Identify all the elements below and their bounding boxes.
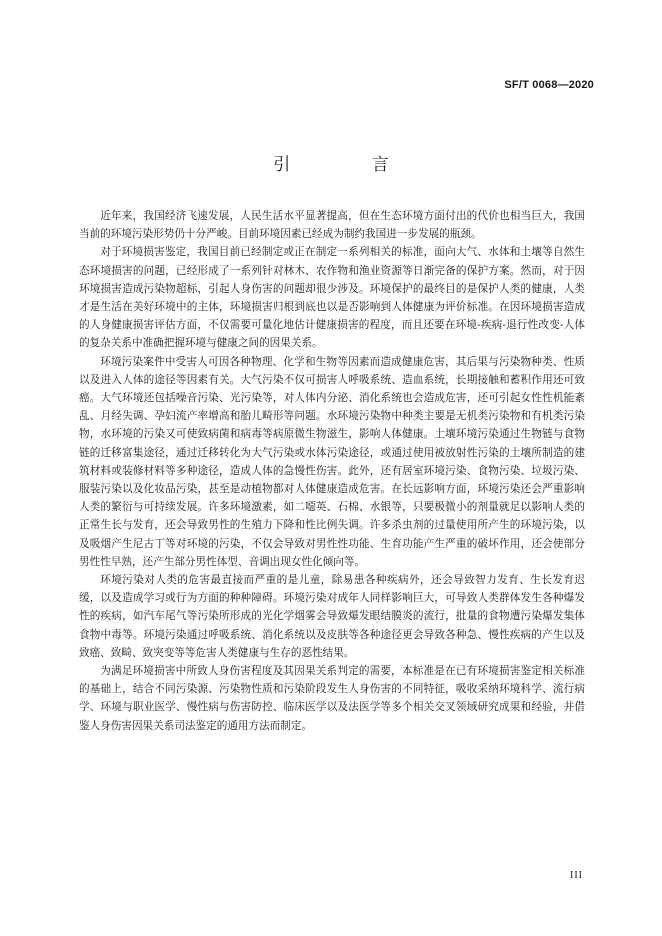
page-number: III <box>570 870 583 881</box>
paragraph: 环境污染案件中受害人可因各种物理、化学和生物等因素而造成健康危害，其后果与污染物种类、性质以及进入人体的途径等因素有关。大气污染不仅可损害人呼吸系统、造血系统，长期接触和蓄积作用还可致癌。大气环境还包括噪音污染、光污染等，对人体内分泌、消化系统也会造成危害，还可引起女性性机能紊乱、月经失调、孕妇流产率增高和胎儿畸形等问题。水环境污染物中种类主要是无机类污染物和有机类污染物，水环境的污染又可使致病菌和病毒等病原微生物滋生，影响人体健康。土壤环境污染通过生物链与食物链的迁移富集途径，通过迁移转化为大气污染或水体污染途径，或通过使用被放射性污染的土壤所制造的建筑材料或装修材料等多种途径，造成人体的急慢性伤害。此外，还有居室环境污染、食物污染、垃圾污染、服装污染以及化妆品污染，甚至是动植物都对人体健康造成危害。在长远影响方面，环境污染还会严重影响人类的繁衍与可持续发展。许多环境激素，如二噁英、石棉、水银等，只要极微小的剂量就足以影响人类的正常生长与发育，还会导致男性的生殖力下降和性比例失调。许多杀虫剂的过量使用所产生的环境污染，以及吸烟产生尼古丁等对环境的污染，不仅会导致对男性性功能、生育功能产生严重的破坏作用，还会使部分男性性早熟，还产生部分男性体型、音调出现女性化倾向等。 <box>79 355 585 568</box>
paragraph: 近年来，我国经济飞速发展，人民生活水平显著提高，但在生态环境方面付出的代价也相当巨大，我国当前的环境污染形势仍十分严峻。目前环境因素已经成为制约我国进一步发展的瓶颈。 <box>79 210 585 241</box>
introduction-body <box>79 207 585 735</box>
paragraph: 为满足环境损害中所致人身伤害程度及其因果关系判定的需要，本标准是在已有环境损害鉴定相关标准的基础上，结合不同污染源、污染物性质和污染阶段发生人身伤害的不同特征，吸收采纳环境科学、流行病学、环境与职业医学、慢性病与伤害防控、临床医学以及法医学等多个相关交叉领域研究成果和经验，并借鉴人身伤害因果关系司法鉴定的通用方法而制定。 <box>79 665 585 732</box>
paragraph: 对于环境损害鉴定，我国目前已经制定或正在制定一系列相关的标准，面向大气、水体和土壤等自然生态环境损害的问题，已经形成了一系列针对林木、农作物和渔业资源等日渐完备的保护方案。然而，对于因环境损害造成污染物超标，引起人身伤害的问题却很少涉及。环境保护的最终目的是保护人类的健康，人类才是生活在美好环境中的主体，环境损害归根到底也以是否影响到人体健康为评价标准。在因环境损害造成的人身健康损害评估方面，不仅需要可量化地估计健康损害的程度，而且还要在环境-疾病-退行性改变-人体的复杂关系中准确把握环境与健康之间的因果关系。 <box>79 246 585 350</box>
standard-code: SF/T 0068—2020 <box>504 79 594 91</box>
page-title: 引 言 <box>273 155 427 175</box>
paragraph: 环境污染对人类的危害最直接而严重的是儿童，除易患各种疾病外，还会导致智力发育、生长发育迟缓，以及造成学习或行为方面的种种障碍。环境污染对成年人同样影响巨大，可导致人类群体发生各种爆发性的疾病，如汽车尾气等污染所形成的光化学烟雾会导致爆发眼结膜炎的流行，批量的食物遭污染爆发集体食物中毒等。环境污染通过呼吸系统、消化系统以及皮肤等各种途径更会导致各种急、慢性疾病的产生以及致癌、致畸、致突变等等危害人类健康与生存的恶性结果。 <box>79 574 585 659</box>
